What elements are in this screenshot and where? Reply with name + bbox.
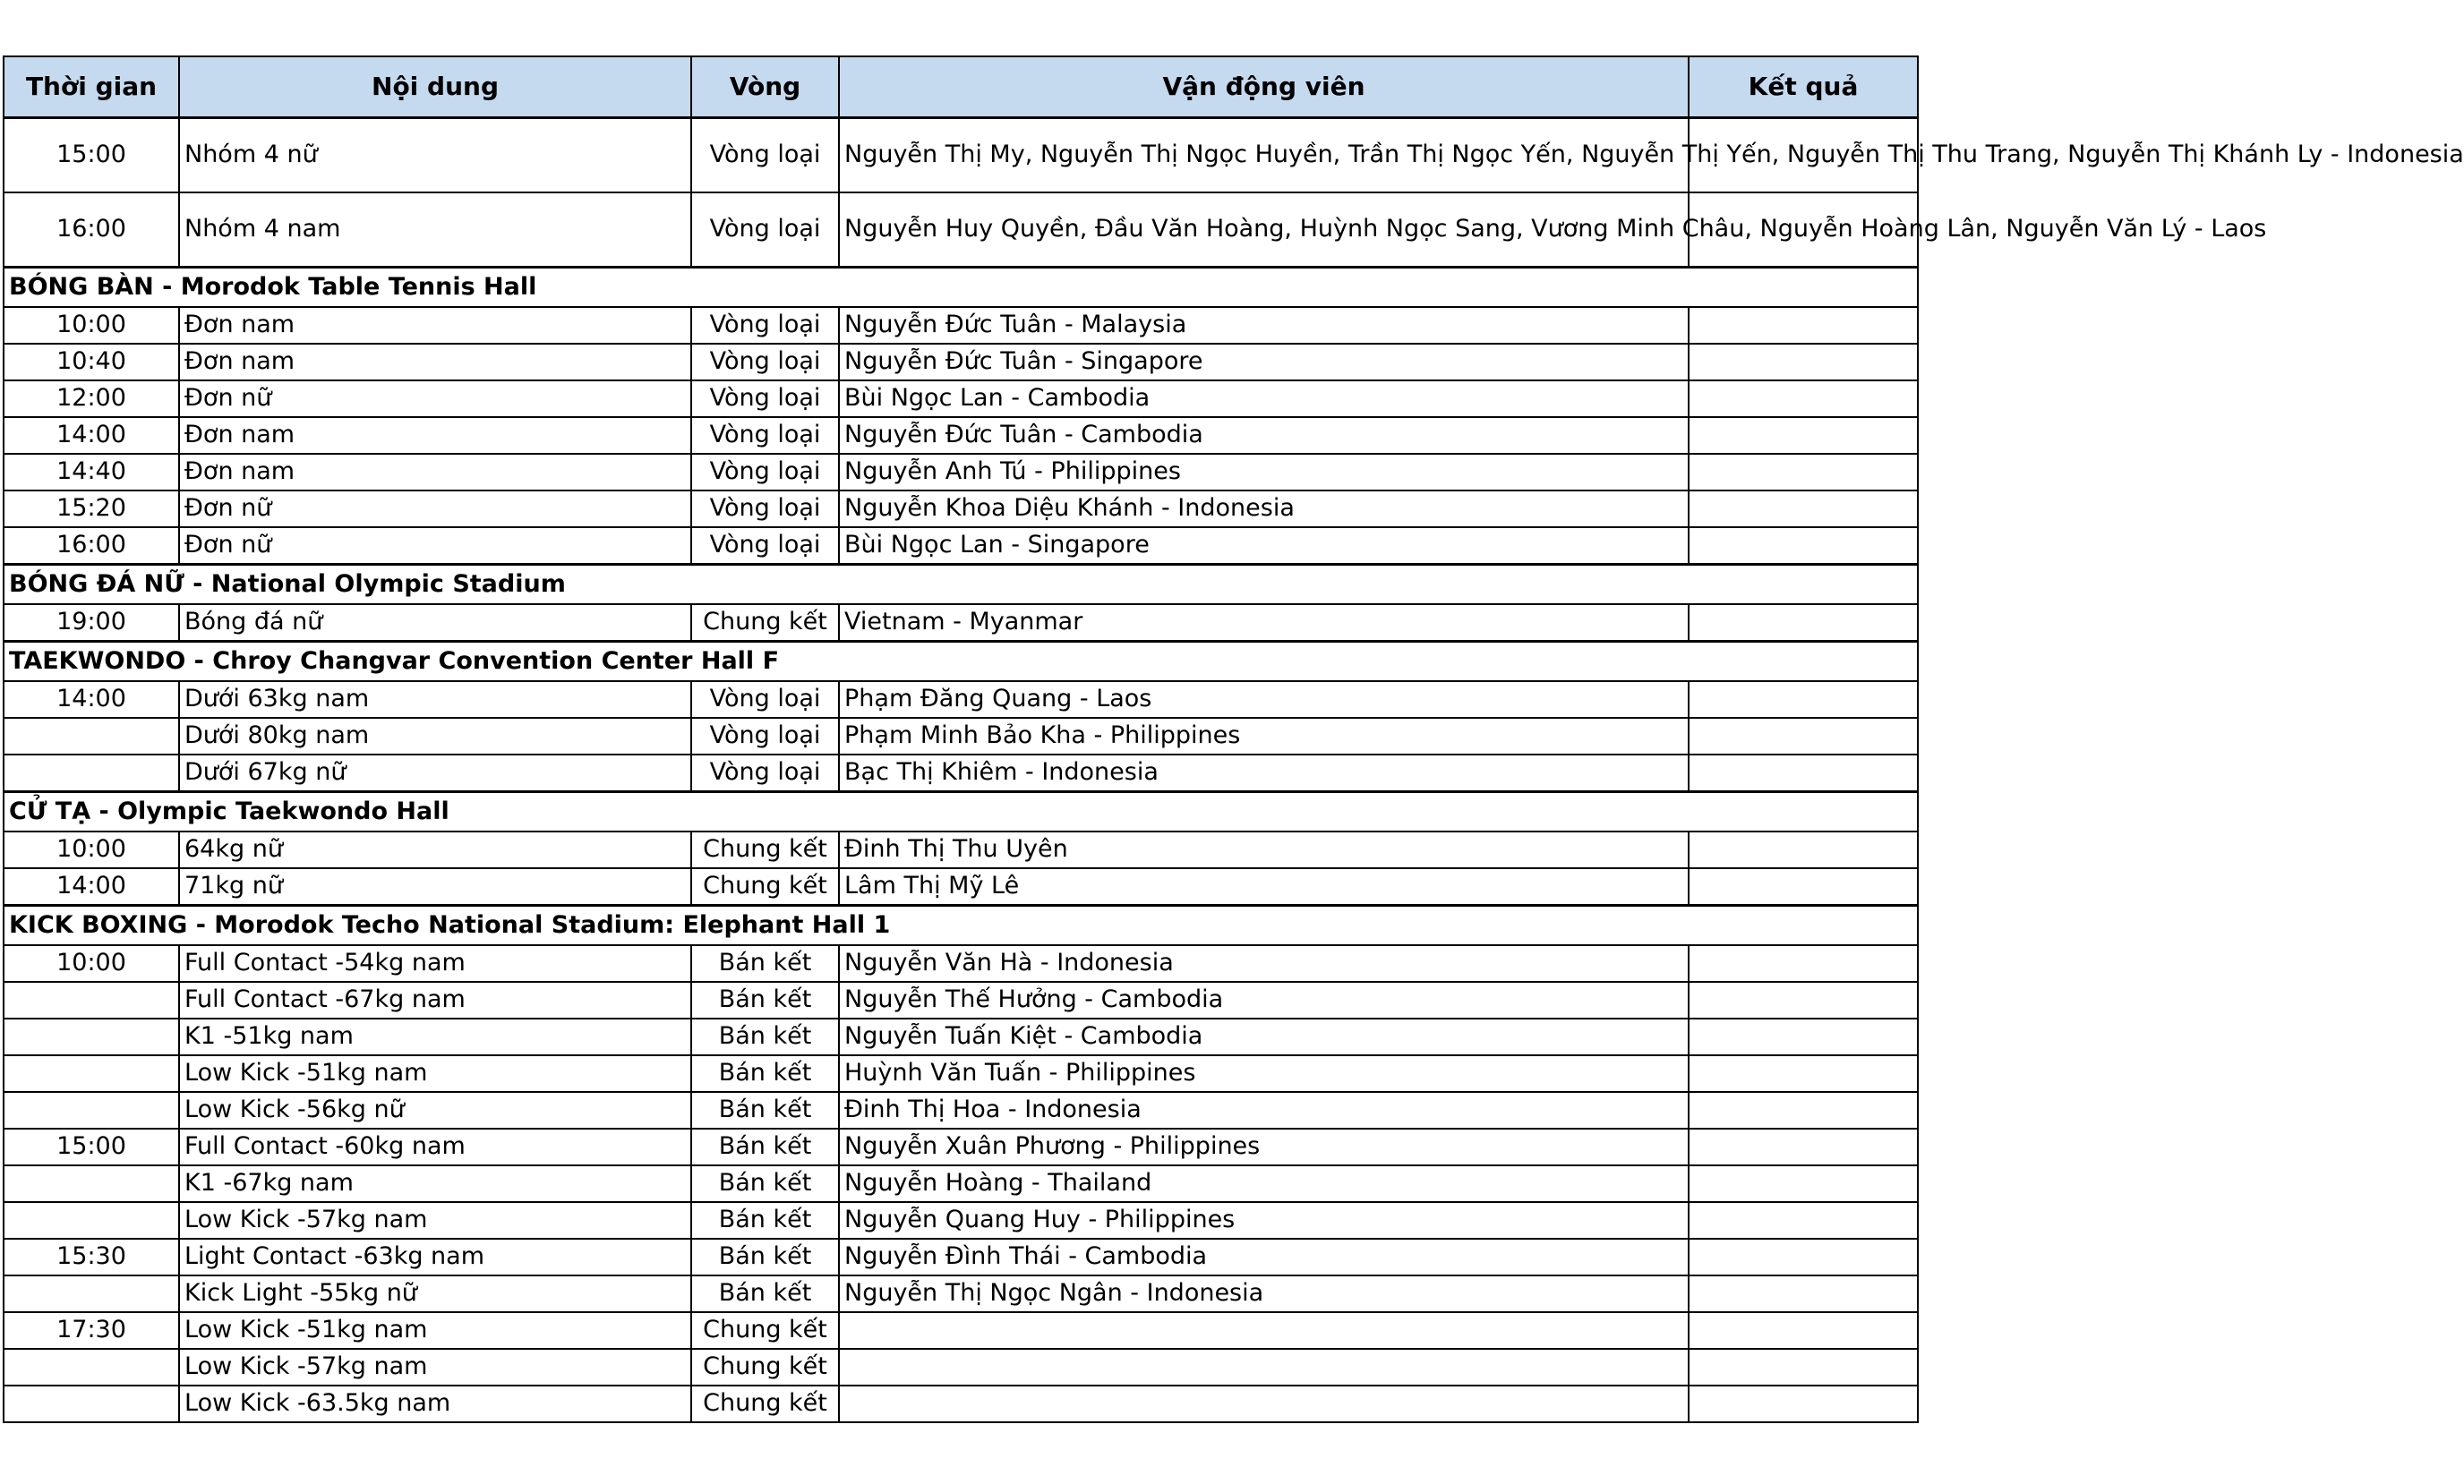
round-cell: Vòng loại [691,417,839,454]
table-row [4,945,1918,982]
table-body [4,118,2464,1423]
time-cell [4,1275,179,1312]
event-cell: Low Kick -57kg nam [179,1349,691,1386]
result-cell [1689,344,1918,380]
table-row [4,1019,1918,1055]
time-cell [4,1349,179,1386]
table-row [4,1092,1918,1129]
time-cell: 10:00 [4,945,179,982]
header-result: Kết quả [1689,56,1918,118]
event-cell: Đơn nam [179,417,691,454]
round-cell: Bán kết [691,1165,839,1202]
section-header-row [4,906,1918,946]
table-row [4,1386,1918,1422]
section-header-row [4,268,1918,308]
athletes-cell: Nguyễn Huy Quyền, Đầu Văn Hoàng, Huỳnh Ngọc Sang, Vương Minh Châu, Nguyễn Hoàng Lân, Nguyễn Văn Lý - Laos [839,192,1689,268]
event-cell: Bóng đá nữ [179,604,691,642]
athletes-cell: Nguyễn Đức Tuân - Malaysia [839,307,1689,344]
round-cell: Chung kết [691,1386,839,1422]
time-cell [4,1165,179,1202]
athletes-cell: Lâm Thị Mỹ Lê [839,868,1689,906]
round-cell: Vòng loại [691,192,839,268]
table-header [4,56,1918,118]
round-cell: Vòng loại [691,454,839,490]
time-cell: 15:00 [4,1129,179,1165]
table-row [4,1202,1918,1239]
result-cell [1689,1202,1918,1239]
header-row [4,56,1918,118]
round-cell: Vòng loại [691,755,839,792]
event-cell: Low Kick -57kg nam [179,1202,691,1239]
athletes-cell: Nguyễn Hoàng - Thailand [839,1165,1689,1202]
time-cell: 19:00 [4,604,179,642]
table-row [4,982,1918,1019]
event-cell: Low Kick -56kg nữ [179,1092,691,1129]
table-row [4,1349,1918,1386]
round-cell: Vòng loại [691,718,839,755]
time-cell [4,1092,179,1129]
event-cell: Full Contact -60kg nam [179,1129,691,1165]
time-cell [4,755,179,792]
athletes-cell: Vietnam - Myanmar [839,604,1689,642]
round-cell: Bán kết [691,1055,839,1092]
event-cell: 64kg nữ [179,832,691,868]
round-cell: Vòng loại [691,527,839,565]
time-cell: 15:30 [4,1239,179,1275]
result-cell [1689,454,1918,490]
athletes-cell: Nguyễn Tuấn Kiệt - Cambodia [839,1019,1689,1055]
round-cell: Bán kết [691,1239,839,1275]
table-row [4,1312,1918,1349]
section-header-row [4,565,1918,605]
athletes-cell: Phạm Đăng Quang - Laos [839,681,1689,718]
athletes-cell: Nguyễn Xuân Phương - Philippines [839,1129,1689,1165]
result-cell [1689,832,1918,868]
athletes-cell: Bùi Ngọc Lan - Cambodia [839,380,1689,417]
time-cell: 15:20 [4,490,179,527]
round-cell: Bán kết [691,982,839,1019]
round-cell: Chung kết [691,1349,839,1386]
event-cell: Dưới 63kg nam [179,681,691,718]
time-cell: 12:00 [4,380,179,417]
event-cell: Low Kick -51kg nam [179,1055,691,1092]
event-cell: Dưới 80kg nam [179,718,691,755]
event-cell: Đơn nam [179,454,691,490]
round-cell: Vòng loại [691,380,839,417]
athletes-cell: Nguyễn Đức Tuân - Singapore [839,344,1689,380]
event-cell: Light Contact -63kg nam [179,1239,691,1275]
header-event: Nội dung [179,56,691,118]
result-cell [1689,1129,1918,1165]
result-cell [1689,1092,1918,1129]
athletes-cell: Nguyễn Thị My, Nguyễn Thị Ngọc Huyền, Trần Thị Ngọc Yến, Nguyễn Thị Yến, Nguyễn Thị Thu Trang, Nguyễn Thị Khánh Ly - Indonesia [839,118,1689,193]
time-cell: 16:00 [4,527,179,565]
result-cell [1689,681,1918,718]
result-cell [1689,1275,1918,1312]
schedule-table [3,55,2464,1423]
section-title: BÓNG ĐÁ NỮ - National Olympic Stadium [4,565,1918,605]
table-row [4,307,1918,344]
table-row [4,1129,1918,1165]
round-cell: Vòng loại [691,307,839,344]
table-row [4,454,1918,490]
time-cell: 14:00 [4,868,179,906]
time-cell: 14:00 [4,417,179,454]
athletes-cell: Nguyễn Quang Huy - Philippines [839,1202,1689,1239]
round-cell: Vòng loại [691,490,839,527]
time-cell: 10:40 [4,344,179,380]
athletes-cell [839,1386,1689,1422]
table-row [4,490,1918,527]
section-header-row [4,792,1918,832]
round-cell: Bán kết [691,1019,839,1055]
event-cell: K1 -67kg nam [179,1165,691,1202]
time-cell [4,982,179,1019]
athletes-cell [839,1312,1689,1349]
event-cell: Đơn nữ [179,380,691,417]
time-cell: 17:30 [4,1312,179,1349]
result-cell [1689,1019,1918,1055]
table-row [4,681,1918,718]
header-round: Vòng [691,56,839,118]
event-cell: Low Kick -51kg nam [179,1312,691,1349]
table-row [4,527,1918,565]
event-cell: K1 -51kg nam [179,1019,691,1055]
event-cell: Đơn nam [179,344,691,380]
table-row [4,868,1918,906]
result-cell [1689,1055,1918,1092]
athletes-cell: Đinh Thị Hoa - Indonesia [839,1092,1689,1129]
athletes-cell: Nguyễn Đức Tuân - Cambodia [839,417,1689,454]
round-cell: Chung kết [691,604,839,642]
time-cell: 10:00 [4,307,179,344]
result-cell [1689,755,1918,792]
time-cell [4,718,179,755]
athletes-cell: Nguyễn Khoa Diệu Khánh - Indonesia [839,490,1689,527]
athletes-cell: Bùi Ngọc Lan - Singapore [839,527,1689,565]
table-row [4,1055,1918,1092]
header-time: Thời gian [4,56,179,118]
result-cell [1689,604,1918,642]
athletes-cell: Huỳnh Văn Tuấn - Philippines [839,1055,1689,1092]
time-cell: 15:00 [4,118,179,193]
round-cell: Vòng loại [691,681,839,718]
table-row [4,832,1918,868]
event-cell: Đơn nam [179,307,691,344]
round-cell: Bán kết [691,945,839,982]
athletes-cell: Nguyễn Văn Hà - Indonesia [839,945,1689,982]
round-cell: Bán kết [691,1092,839,1129]
table-row [4,1165,1918,1202]
event-cell: Nhóm 4 nam [179,192,691,268]
time-cell: 14:00 [4,681,179,718]
section-header-row [4,642,1918,682]
section-title: KICK BOXING - Morodok Techo National Stadium: Elephant Hall 1 [4,906,1918,946]
athletes-cell: Đinh Thị Thu Uyên [839,832,1689,868]
athletes-cell: Bạc Thị Khiêm - Indonesia [839,755,1689,792]
table-row [4,718,1918,755]
table-row [4,604,1918,642]
round-cell: Bán kết [691,1275,839,1312]
time-cell: 14:40 [4,454,179,490]
event-cell: Đơn nữ [179,527,691,565]
section-title: CỬ TẠ - Olympic Taekwondo Hall [4,792,1918,832]
table-row [4,192,1918,268]
athletes-cell: Nguyễn Đình Thái - Cambodia [839,1239,1689,1275]
time-cell [4,1055,179,1092]
athletes-cell: Nguyễn Anh Tú - Philippines [839,454,1689,490]
section-title: TAEKWONDO - Chroy Changvar Convention Center Hall F [4,642,1918,682]
event-cell: Full Contact -67kg nam [179,982,691,1019]
result-cell [1689,1312,1918,1349]
round-cell: Bán kết [691,1202,839,1239]
result-cell [1689,1165,1918,1202]
header-athletes: Vận động viên [839,56,1689,118]
time-cell: 16:00 [4,192,179,268]
event-cell: Kick Light -55kg nữ [179,1275,691,1312]
athletes-cell [839,1349,1689,1386]
round-cell: Vòng loại [691,118,839,193]
table-row [4,380,1918,417]
table-row [4,1239,1918,1275]
event-cell: Đơn nữ [179,490,691,527]
result-cell [1689,1239,1918,1275]
result-cell [1689,490,1918,527]
time-cell [4,1019,179,1055]
table-row [4,344,1918,380]
round-cell: Chung kết [691,832,839,868]
result-cell [1689,527,1918,565]
event-cell: Dưới 67kg nữ [179,755,691,792]
table-row [4,417,1918,454]
result-cell [1689,1386,1918,1422]
athletes-cell: Nguyễn Thị Ngọc Ngân - Indonesia [839,1275,1689,1312]
athletes-cell: Nguyễn Thế Hưởng - Cambodia [839,982,1689,1019]
round-cell: Chung kết [691,868,839,906]
round-cell: Chung kết [691,1312,839,1349]
table-row [4,1275,1918,1312]
result-cell [1689,307,1918,344]
result-cell [1689,718,1918,755]
result-cell [1689,982,1918,1019]
round-cell: Bán kết [691,1129,839,1165]
result-cell [1689,945,1918,982]
table-row [4,755,1918,792]
section-title: BÓNG BÀN - Morodok Table Tennis Hall [4,268,1918,308]
round-cell: Vòng loại [691,344,839,380]
event-cell: Nhóm 4 nữ [179,118,691,193]
time-cell [4,1202,179,1239]
time-cell [4,1386,179,1422]
event-cell: 71kg nữ [179,868,691,906]
result-cell [1689,380,1918,417]
table-row [4,118,1918,193]
event-cell: Full Contact -54kg nam [179,945,691,982]
time-cell: 10:00 [4,832,179,868]
event-cell: Low Kick -63.5kg nam [179,1386,691,1422]
result-cell [1689,868,1918,906]
result-cell [1689,417,1918,454]
result-cell [1689,1349,1918,1386]
athletes-cell: Phạm Minh Bảo Kha - Philippines [839,718,1689,755]
